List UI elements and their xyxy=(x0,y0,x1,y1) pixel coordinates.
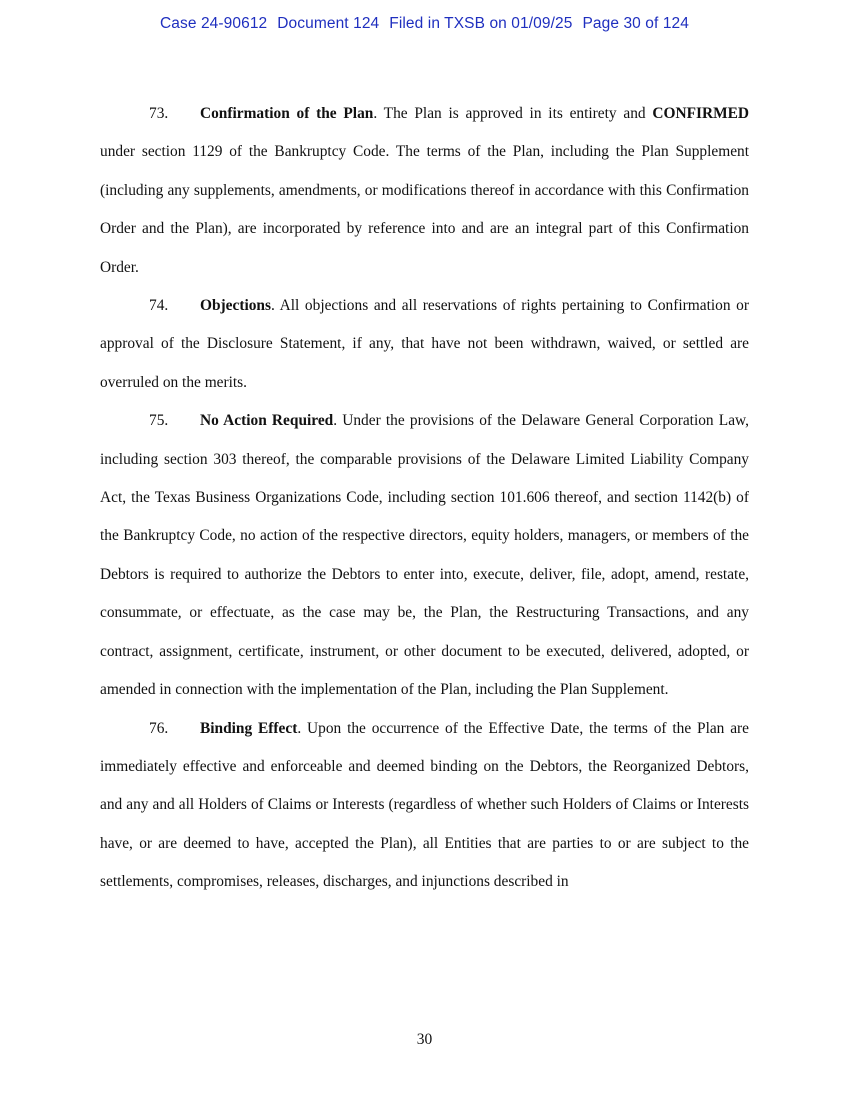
page-of-total: Page 30 of 124 xyxy=(582,15,690,32)
paragraph-text: . Under the provisions of the Delaware General Corporation Law, including section 303 thereof, the comparable provisions of the Delaware Limited Liability Company Act, the Texas Business Organizations Code, including section 101.606 thereof, and section 1142(b) of the Bankruptcy Code, no action of the respective directors, equity holders, managers, or members of the Debtors is required to authorize the Debtors to enter into, execute, deliver, file, adopt, amend, restate, consummate, or effectuate, as the case may be, the Plan, the Restructuring Transactions, and any contract, assignment, certificate, instrument, or other document to be executed, delivered, adopted, or amended in connection with the implementation of the Plan, including the Plan Supplement. xyxy=(100,412,749,699)
paragraph-number: 73. xyxy=(149,105,169,122)
paragraph-number: 76. xyxy=(149,719,169,737)
paragraph-heading: Objections xyxy=(200,297,271,315)
case-number: Case 24-90612 xyxy=(159,15,268,32)
paragraph-heading: Binding Effect xyxy=(200,719,298,737)
document-number: Document 124 xyxy=(277,15,380,32)
court-filing-stamp xyxy=(0,15,849,33)
paragraph-number: 75. xyxy=(149,412,169,430)
paragraph-75 xyxy=(100,402,749,709)
paragraph-heading: No Action Required xyxy=(200,412,334,430)
paragraph-text: . All objections and all reservations of rights pertaining to Confirmation or approval of the Disclosure Statement, if any, that have not been withdrawn, waived, or settled are overruled on the merits. xyxy=(100,297,749,391)
filing-info: Filed in TXSB on 01/09/25 xyxy=(389,15,573,32)
paragraph-76 xyxy=(100,710,749,902)
page-number: 30 xyxy=(416,1031,433,1048)
paragraph-73 xyxy=(100,95,749,287)
paragraph-heading: Confirmation of the Plan xyxy=(200,105,374,122)
paragraph-number: 74. xyxy=(149,297,169,315)
paragraph-text: . Upon the occurrence of the Effective Date, the terms of the Plan are immediately effective and enforceable and deemed binding on the Debtors, the Reorganized Debtors, and any and all Holders of Claims or Interests (regardless of whether such Holders of Claims or Interests have, or are deemed to have, accepted the Plan), all Entities that are parties to or are subject to the settlements, compromises, releases, discharges, and injunctions described in xyxy=(100,719,749,891)
paragraph-74 xyxy=(100,287,749,402)
paragraph-text: under section 1129 of the Bankruptcy Code. The terms of the Plan, including the Plan Supplement (including any supplements, amendments, or modifications thereof in accordance with this Confirmation Order and the Plan), are incorporated by reference into and are an integral part of this Confirmation Order. xyxy=(100,143,749,276)
paragraph-text: . The Plan is approved in its entirety and xyxy=(373,105,653,122)
document-body xyxy=(100,95,749,902)
confirmed-emphasis: CONFIRMED xyxy=(652,105,749,122)
